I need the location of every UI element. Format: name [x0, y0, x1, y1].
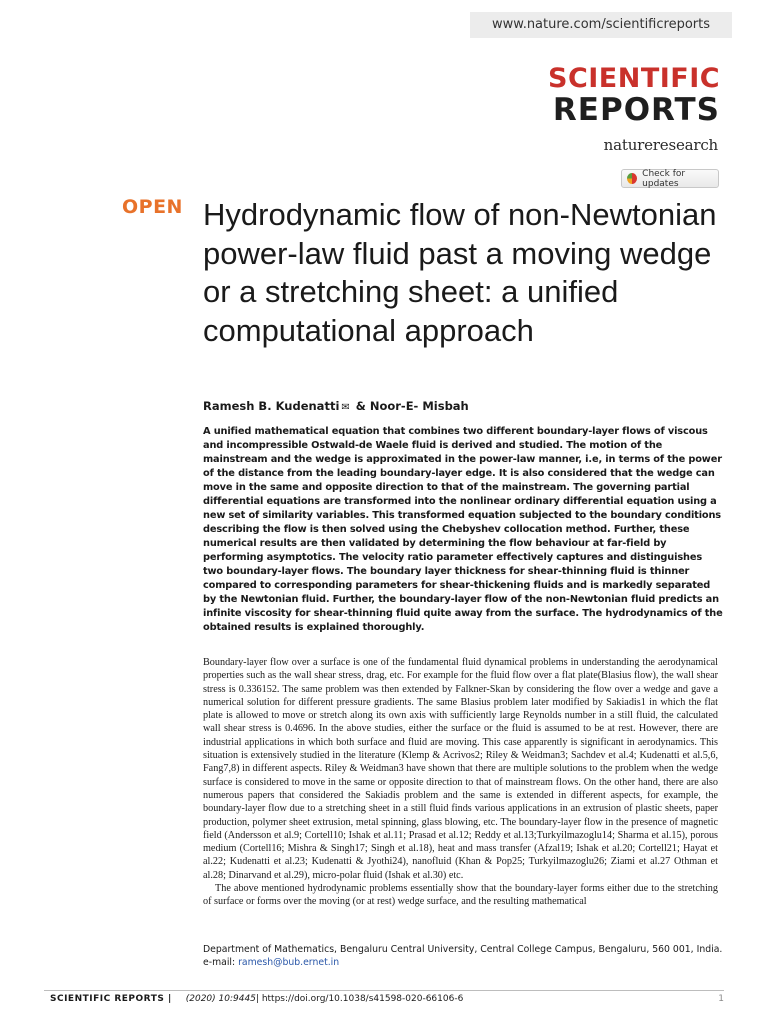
body-paragraph: Boundary-layer flow over a surface is one of the fundamental fluid dynamical problems in understanding the aerodynamical properties such as the wall shear stress, drag, etc. For example for the fluid flow over a flat plate(Blasius flow), the wall shear stress is 0.336152. The same problem was then extended by Falkner-Skan by considering the flow over a wedge and gave a numerical solution for different pressure gradients. The same Blasius problem later modified by Sakiadis1 in which the flat plate is allowed to move or stretch along its own axis with sufficiently large Reynolds number in a still fluid, the calculated wall shear stress is 0.4696. In the above studies, either the surface or the fluid is assumed to be at rest. However, there are industrial applications in which both surface and fluid are moving. This case apparently is significant in aerodynamics. This situation is extensively studied in the literature (Klemp & Acrivos2; Riley & Weidman3; Sachdev et al.4; Kudenatti et al.5,6, Fang7,8) in different aspects. Riley & Weidman3 have shown that there are multiple solutions to the problem when the wedge surface is considered to move in the same or opposite direction to that of mainstream flows. On the other hand, there are also numerous papers that considered the Sakiadis problem and the same is extended in different aspects, for example, the boundary-layer flow due to a stretching sheet in a still fluid finds various applications in an extrusion of plastic sheets, paper production, polymer sheet extrusion, metal spinning, glass blowing, etc. The boundary-layer flow in the presence of magnetic field (Andersson et al.9; Cortell10; Ishak et al.11; Prasad et al.12; Reddy et al.13;Turkyilmazoglu14; Sharma et al.15), porous medium (Cortell16; Mishra & Singh17; Singh et al.18), heat and mass transfer (Afzal19; Ishak et al.20; Cortell21; Hayat et al.22; Kudenatti et al.23; Kudenatti & Jyothi24), nanofluid (Khan & Pop25; Turkyilmazoglu26; Ziami et al.27 Othman et al.28; Dinarvand et al.29), micro-polar fluid (Ishak et al.30) etc. [203, 657, 718, 881]
email-prefix: e-mail: [203, 957, 236, 968]
journal-logo-line2: REPORTS [552, 92, 720, 128]
page-footer [50, 994, 724, 1004]
crossmark-icon [627, 173, 637, 184]
footer-divider [44, 990, 724, 991]
open-access-label: OPEN [122, 196, 183, 218]
footer-doi-link[interactable]: | https://doi.org/10.1038/s41598-020-66106-6 [255, 994, 464, 1004]
author-name[interactable]: Ramesh B. Kudenatti [203, 399, 340, 413]
author-affiliation [203, 943, 723, 969]
department-text: Department of Mathematics, Bengaluru Central University, Central College Campus, Bengaluru, 560 001, India. [203, 944, 723, 955]
journal-url-link[interactable]: www.nature.com/scientificreports [470, 12, 732, 38]
footer-citation: (2020) 10:9445 [185, 994, 256, 1004]
publisher-logo: natureresearch [603, 136, 718, 154]
footer-journal-name: SCIENTIFIC REPORTS | [50, 994, 172, 1004]
author-list [203, 399, 723, 413]
body-paragraph: The above mentioned hydrodynamic problems essentially show that the boundary-layer forms either due to the stretching of surface or forms over the moving (or at rest) wedge surface, and the resulting mathematical [203, 883, 718, 908]
page-number: 1 [718, 994, 724, 1004]
email-icon[interactable]: ✉ [341, 402, 350, 413]
check-for-updates-button[interactable] [621, 169, 719, 188]
coauthor-name[interactable]: & Noor-E- Misbah [355, 399, 469, 413]
email-link[interactable]: ramesh@bub.ernet.in [238, 957, 340, 968]
article-body [203, 656, 718, 909]
check-for-updates-label: Check for updates [642, 168, 686, 189]
journal-logo-line1: SCIENTIFIC [548, 63, 721, 94]
abstract: A unified mathematical equation that combines two different boundary-layer flows of viscous and incompressible Ostwald-de Waele fluid is derived and studied. The motion of the mainstream and the wedge is approximated in the power-law manner, i.e, in terms of the power of the distance from the leading boundary-layer edge. It is also considered that the wedge can move in the same and opposite direction to that of the mainstream. The governing partial differential equations are transformed into the nonlinear ordinary differential equation using a new set of similarity variables. This transformed equation subjected to the boundary conditions describing the flow is then solved using the Chebyshev collocation method. Further, these numerical results are then validated by determining the flow behaviour at far-field by performing asymptotics. The velocity ratio parameter effectively captures and distinguishes two boundary-layer flows. The boundary layer thickness for shear-thinning fluid is thinner compared to corresponding parameters for shear-thickening fluids and is markedly separated by the Newtonian fluid. Further, the boundary-layer flow of the non-Newtonian fluid predicts an infinite viscosity for shear-thinning fluid quite away from the surface. The hydrodynamics of the obtained results is explained thoroughly. [203, 426, 723, 633]
article-title: Hydrodynamic flow of non-Newtonian power-law fluid past a moving wedge or a stretching sheet: a unified computational approach [203, 197, 717, 348]
